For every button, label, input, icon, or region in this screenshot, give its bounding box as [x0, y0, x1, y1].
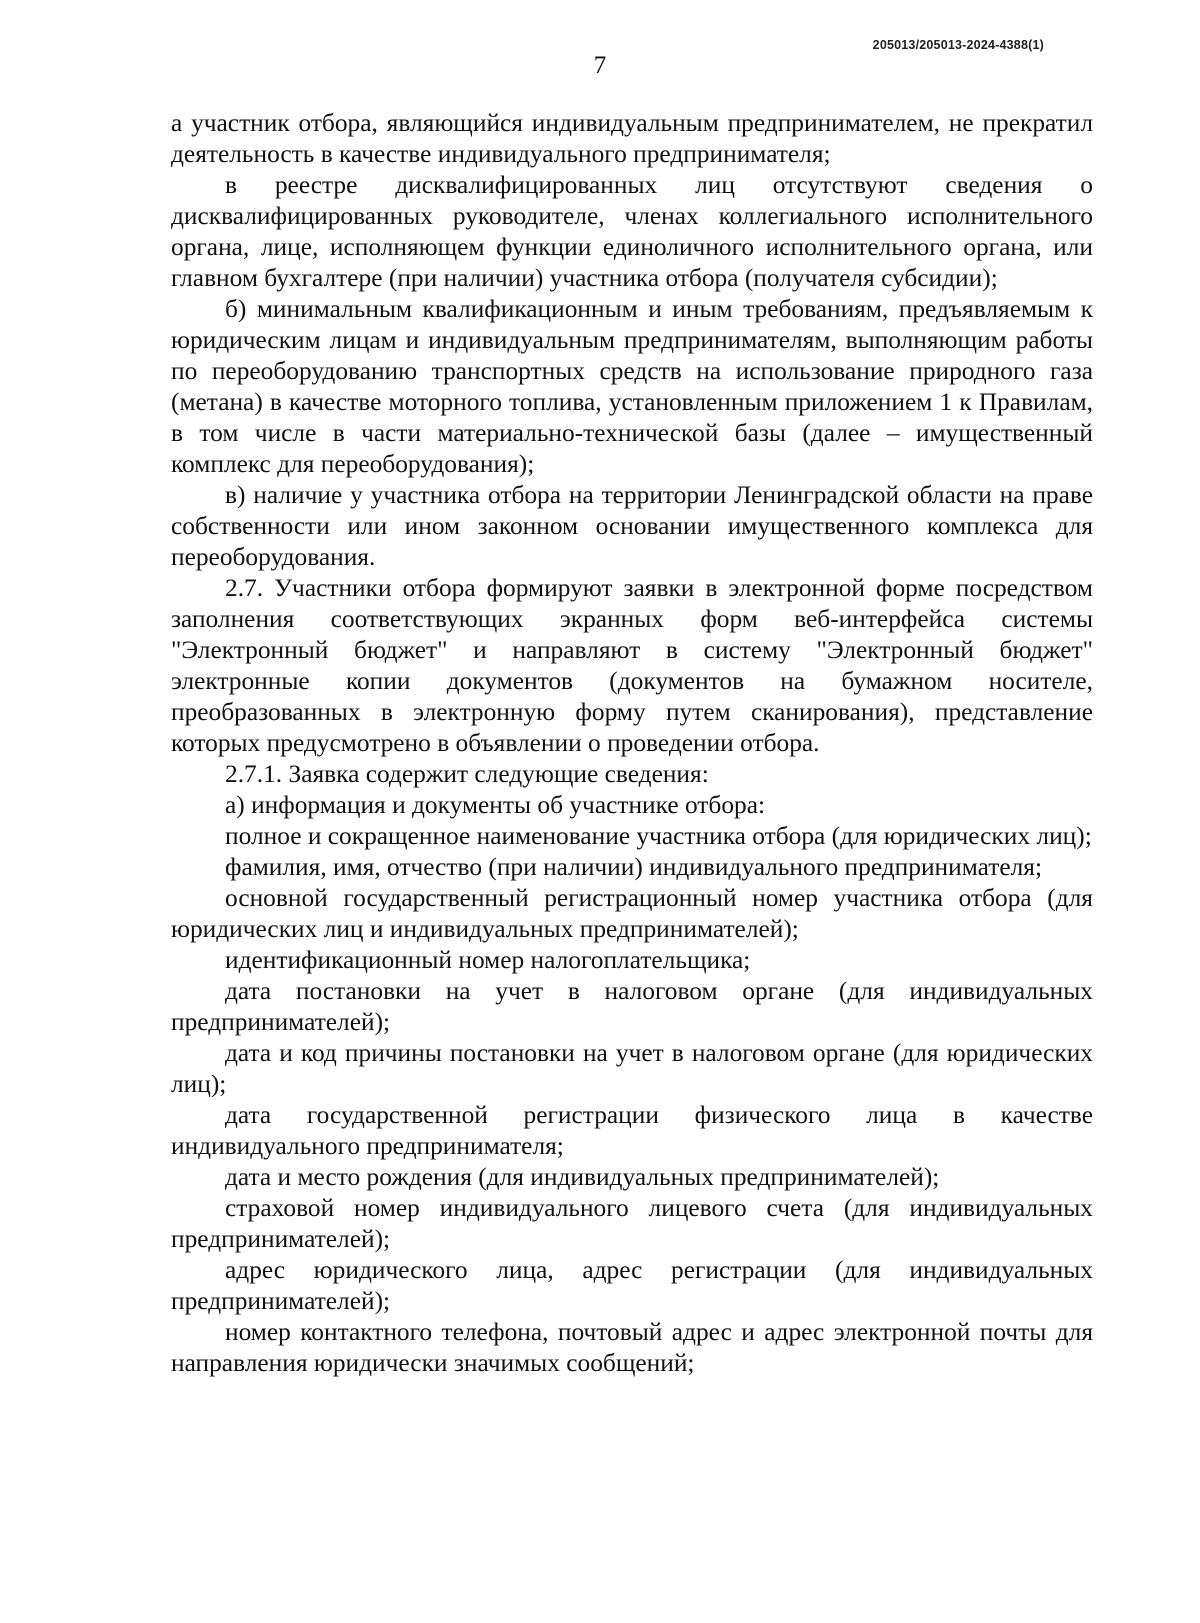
paragraph: дата и место рождения (для индивидуальных предпринимателей); [225, 1163, 940, 1191]
paragraph: в реестре дисквалифицированных лиц отсутствуют сведения о дисквалифицированных руководителе, членах коллегиального исполнительного органа, лице, исполняющем функции единоличного исполнительного органа, или главном бухгалтере (при наличии) участника отбора (получателя субсидии); [171, 171, 1093, 292]
paragraph: 2.7.1. Заявка содержит следующие сведения: [225, 760, 709, 788]
paragraph: б) минимальным квалификационным и иным требованиям, предъявляемым к юридическим лицам и индивидуальным предпринимателям, выполняющим работы по переоборудованию транспортных средств на использование природного газа (метана) в качестве моторного топлива, установленным приложением 1 к Правилам, в том числе в части материально-технической базы (далее – имущественный комплекс для переоборудования); [171, 295, 1093, 478]
page-number: 7 [593, 52, 607, 79]
paragraph: дата государственной регистрации физического лица в качестве индивидуального предпринимателя; [171, 1101, 1093, 1160]
paragraph: 2.7. Участники отбора формируют заявки в электронной форме посредством заполнения соответствующих экранных форм веб-интерфейса системы "Электронный бюджет" и направляют в систему "Электронный бюджет" электронные копии документов (документов на бумажном носителе, преобразованных в электронную форму путем сканирования), представление которых предусмотрено в объявлении о проведении отбора. [171, 574, 1093, 757]
paragraph: страховой номер индивидуального лицевого счета (для индивидуальных предпринимателей); [171, 1194, 1093, 1253]
paragraph: дата и код причины постановки на учет в налоговом органе (для юридических лиц); [171, 1039, 1093, 1098]
paragraph: фамилия, имя, отчество (при наличии) индивидуального предпринимателя; [225, 853, 1042, 881]
paragraph: идентификационный номер налогоплательщика; [225, 946, 751, 974]
paragraph: полное и сокращенное наименование участника отбора (для юридических лиц); [225, 822, 1092, 850]
paragraph: дата постановки на учет в налоговом органе (для индивидуальных предпринимателей); [171, 977, 1093, 1036]
paragraph: номер контактного телефона, почтовый адрес и адрес электронной почты для направления юридически значимых сообщений; [171, 1318, 1093, 1377]
paragraph: основной государственный регистрационный номер участника отбора (для юридических лиц и индивидуальных предпринимателей); [171, 884, 1093, 943]
paragraph: а участник отбора, являющийся индивидуальным предпринимателем, не прекратил деятельность в качестве индивидуального предпринимателя; [171, 109, 1093, 168]
document-body [171, 108, 1093, 1379]
paragraph: в) наличие у участника отбора на территории Ленинградской области на праве собственности или ином законном основании имущественного комплекса для переоборудования. [171, 481, 1093, 571]
paragraph: адрес юридического лица, адрес регистрации (для индивидуальных предпринимателей); [171, 1256, 1093, 1315]
document-id: 205013/205013-2024-4388(1) [872, 38, 1044, 52]
paragraph: а) информация и документы об участнике отбора: [225, 791, 766, 819]
